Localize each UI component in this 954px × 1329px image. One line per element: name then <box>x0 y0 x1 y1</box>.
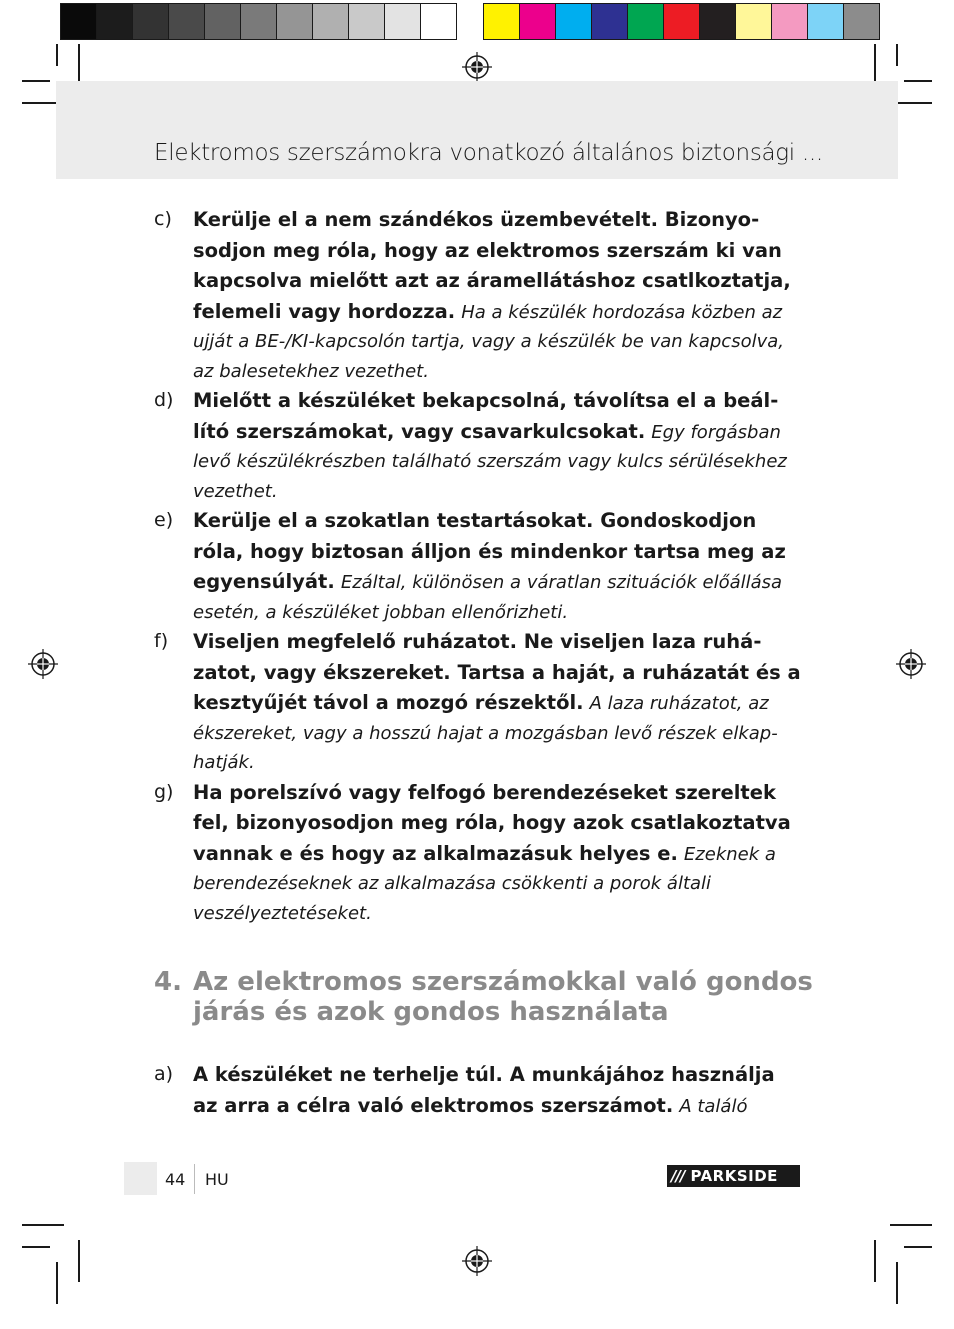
gray-swatch <box>277 4 313 39</box>
crop-mark-bottom-left-v <box>78 1240 80 1282</box>
crop-mark-top-right-h <box>904 80 932 82</box>
logo-slashes: /// <box>671 1167 685 1185</box>
crop-mark-bottom-left-v2 <box>56 1262 58 1304</box>
gray-swatch <box>349 4 385 39</box>
list-item-body <box>193 1060 803 1121</box>
color-swatch <box>520 4 556 39</box>
color-swatch <box>808 4 844 39</box>
safety-instruction-list <box>154 205 814 928</box>
list-item-letter: d) <box>154 389 174 411</box>
crop-mark-top-right-v <box>874 44 876 86</box>
crop-mark-top-right-v2 <box>896 44 898 66</box>
list-item <box>154 1060 814 1121</box>
color-swatch <box>772 4 808 39</box>
list-item-body <box>193 205 803 386</box>
crop-mark-top-left-v <box>78 44 80 86</box>
list-item-body <box>193 506 803 627</box>
list-item-body <box>193 627 803 778</box>
parkside-logo <box>667 1165 800 1187</box>
crop-mark-top-left-h <box>22 80 50 82</box>
color-swatch <box>700 4 736 39</box>
crop-mark-bottom-left-h2 <box>22 1246 50 1248</box>
list-item-letter: f) <box>154 630 169 652</box>
color-swatch <box>736 4 772 39</box>
page-title: Elektromos szerszámokra vonatkozó általános biztonsági ... <box>154 140 823 166</box>
gray-swatch <box>241 4 277 39</box>
list-item-letter: a) <box>154 1063 174 1085</box>
crop-mark-bottom-right-v2 <box>896 1262 898 1304</box>
gray-swatch <box>205 4 241 39</box>
color-swatch <box>664 4 700 39</box>
crop-mark-top-left-v2 <box>56 44 58 66</box>
instruction-bold-text: A készüléket ne terhelje túl. A munkájához használja az arra a célra való elektromos szerszámot. <box>193 1063 775 1117</box>
instruction-explanation-text: A laza ruházatot, az ékszereket, vagy a hosszú hajat a mozgásban levő részek elkaphatják. <box>193 693 778 773</box>
color-swatch <box>628 4 664 39</box>
instruction-explanation-text: A találó <box>679 1095 748 1117</box>
instruction-bold-text: Ha porelszívó vagy felfogó berendezéseket szereltek fel, bizonyosodjon meg róla, hogy azok csatlakoztatva vannak e és hogy az alkalmazásuk helyes e. <box>193 780 791 865</box>
instruction-bold-text: Viseljen megfelelő ruházatot. Ne viseljen laza ruházatot, vagy ékszereket. Tartsa a haját, a ruházatát és a kesztyűjét távol a mozgó részektől. <box>193 630 801 714</box>
language-code: HU <box>205 1170 229 1189</box>
gray-swatch <box>385 4 421 39</box>
gray-swatch <box>133 4 169 39</box>
crop-mark-bottom-right-h <box>890 1224 932 1226</box>
page-number: 44 <box>165 1170 186 1189</box>
color-swatch <box>484 4 520 39</box>
footer-divider <box>194 1164 195 1194</box>
footer-marker-box <box>124 1162 157 1195</box>
section-heading <box>154 967 834 1027</box>
gray-swatch <box>61 4 97 39</box>
list-item <box>154 627 814 778</box>
gray-swatch <box>421 4 457 39</box>
instruction-bold-text: Mielőtt a készüléket bekapcsolná, távolítsa el a beállító szerszámokat, vagy csavarkulcsokat. <box>193 389 779 443</box>
registration-target-icon <box>896 649 926 679</box>
section-title: Az elektromos szerszámokkal való gondos járás és azok gondos használata <box>193 967 813 1027</box>
list-item-letter: g) <box>154 780 174 803</box>
gray-swatch <box>169 4 205 39</box>
list-item <box>154 205 814 386</box>
crop-mark-bottom-right-v <box>874 1240 876 1282</box>
section-number: 4. <box>154 967 182 997</box>
color-swatch <box>844 4 880 39</box>
registration-target-icon <box>28 649 58 679</box>
color-swatch <box>556 4 592 39</box>
color-calibration-bar <box>483 3 880 40</box>
list-item <box>154 778 814 929</box>
instruction-explanation-text: Ezáltal, különösen a váratlan szituációk előállása esetén, a készüléket jobban ellenőrizheti. <box>193 572 783 623</box>
list-item-body <box>193 386 803 506</box>
list-item-letter: c) <box>154 208 172 230</box>
section-instruction-list <box>154 1060 814 1121</box>
list-item <box>154 506 814 627</box>
gray-swatch <box>313 4 349 39</box>
instruction-bold-text: Kerülje el a nem szándékos üzembevételt. Bizonyosodjon meg róla, hogy az elektromos szerszám ki van kapcsolva mielőtt azt az áramellátáshoz csatlkoztatja, felemeli vagy hordozza. <box>193 208 791 323</box>
instruction-bold-text: Kerülje el a szokatlan testartásokat. Gondoskodjon róla, hogy biztosan álljon és mindenkor tartsa meg az egyensúlyát. <box>193 509 786 593</box>
instruction-explanation-text: Egy forgásban levő készülékrészben található szerszám vagy kulcs sérülésekhez vezethet. <box>193 421 787 502</box>
list-item <box>154 386 814 506</box>
gray-swatch <box>97 4 133 39</box>
instruction-explanation-text: Ezeknek a berendezéseknek az alkalmazása csökkenti a porok általi veszélyeztetéseket. <box>193 843 776 924</box>
registration-target-icon <box>462 1246 492 1276</box>
list-item-letter: e) <box>154 509 174 531</box>
list-item-body <box>193 778 803 929</box>
registration-target-icon <box>462 52 492 82</box>
color-swatch <box>592 4 628 39</box>
crop-mark-bottom-left-h <box>22 1224 64 1226</box>
instruction-explanation-text: Ha a készülék hordozása közben az ujját a BE-/KI-kapcsolón tartja, vagy a készülék be van kapcsolva, az balesetekhez vezethet. <box>193 301 784 382</box>
crop-mark-bottom-right-h2 <box>904 1246 932 1248</box>
grayscale-calibration-bar <box>60 3 457 40</box>
logo-text: PARKSIDE <box>690 1167 778 1185</box>
